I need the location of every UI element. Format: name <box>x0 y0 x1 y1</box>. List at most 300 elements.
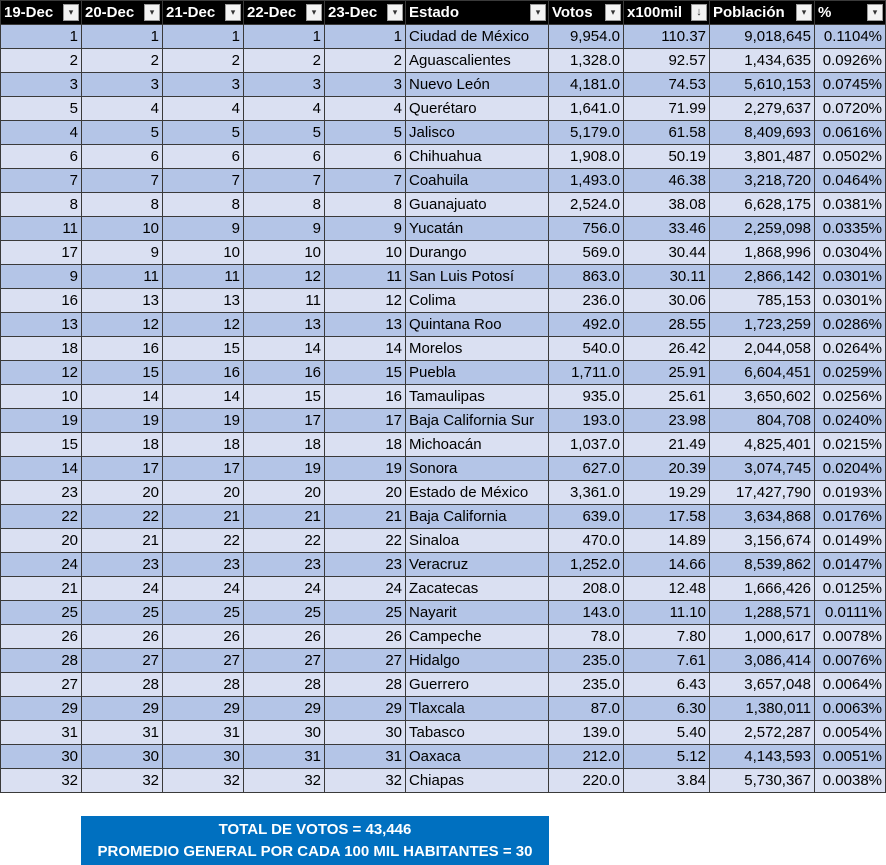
cell-estado[interactable]: Yucatán <box>406 217 549 241</box>
cell-poblacion[interactable]: 3,657,048 <box>710 673 815 697</box>
cell-x100mil[interactable]: 92.57 <box>624 49 710 73</box>
cell-rank-22-dec[interactable]: 14 <box>244 337 325 361</box>
cell-rank-20-dec[interactable]: 31 <box>82 721 163 745</box>
cell-rank-22-dec[interactable]: 13 <box>244 313 325 337</box>
cell-rank-21-dec[interactable]: 2 <box>163 49 244 73</box>
cell-rank-21-dec[interactable]: 22 <box>163 529 244 553</box>
sort-descending-icon[interactable]: ↓ <box>691 4 707 21</box>
cell-rank-21-dec[interactable]: 7 <box>163 169 244 193</box>
cell-rank-19-dec[interactable]: 5 <box>1 97 82 121</box>
cell-rank-20-dec[interactable]: 12 <box>82 313 163 337</box>
cell-rank-22-dec[interactable]: 27 <box>244 649 325 673</box>
cell-rank-20-dec[interactable]: 3 <box>82 73 163 97</box>
cell-rank-19-dec[interactable]: 22 <box>1 505 82 529</box>
cell-percent[interactable]: 0.0193% <box>815 481 886 505</box>
cell-percent[interactable]: 0.0051% <box>815 745 886 769</box>
cell-rank-19-dec[interactable]: 6 <box>1 145 82 169</box>
cell-rank-22-dec[interactable]: 26 <box>244 625 325 649</box>
cell-rank-23-dec[interactable]: 17 <box>325 409 406 433</box>
cell-percent[interactable]: 0.0745% <box>815 73 886 97</box>
cell-rank-23-dec[interactable]: 7 <box>325 169 406 193</box>
cell-poblacion[interactable]: 1,380,011 <box>710 697 815 721</box>
cell-rank-23-dec[interactable]: 30 <box>325 721 406 745</box>
cell-poblacion[interactable]: 1,723,259 <box>710 313 815 337</box>
cell-votos[interactable]: 235.0 <box>549 649 624 673</box>
cell-votos[interactable]: 492.0 <box>549 313 624 337</box>
cell-percent[interactable]: 0.0720% <box>815 97 886 121</box>
cell-votos[interactable]: 78.0 <box>549 625 624 649</box>
cell-poblacion[interactable]: 6,604,451 <box>710 361 815 385</box>
cell-votos[interactable]: 470.0 <box>549 529 624 553</box>
cell-rank-21-dec[interactable]: 15 <box>163 337 244 361</box>
cell-rank-20-dec[interactable]: 1 <box>82 25 163 49</box>
cell-votos[interactable]: 235.0 <box>549 673 624 697</box>
cell-x100mil[interactable]: 33.46 <box>624 217 710 241</box>
cell-estado[interactable]: Veracruz <box>406 553 549 577</box>
cell-rank-23-dec[interactable]: 14 <box>325 337 406 361</box>
cell-percent[interactable]: 0.0335% <box>815 217 886 241</box>
cell-estado[interactable]: Michoacán <box>406 433 549 457</box>
cell-votos[interactable]: 1,252.0 <box>549 553 624 577</box>
cell-poblacion[interactable]: 3,074,745 <box>710 457 815 481</box>
cell-poblacion[interactable]: 3,650,602 <box>710 385 815 409</box>
cell-votos[interactable]: 627.0 <box>549 457 624 481</box>
filter-dropdown-icon[interactable]: ▾ <box>796 4 812 21</box>
cell-rank-19-dec[interactable]: 25 <box>1 601 82 625</box>
cell-poblacion[interactable]: 1,000,617 <box>710 625 815 649</box>
cell-poblacion[interactable]: 8,409,693 <box>710 121 815 145</box>
cell-rank-21-dec[interactable]: 4 <box>163 97 244 121</box>
cell-rank-19-dec[interactable]: 16 <box>1 289 82 313</box>
cell-votos[interactable]: 1,641.0 <box>549 97 624 121</box>
cell-rank-22-dec[interactable]: 7 <box>244 169 325 193</box>
cell-rank-22-dec[interactable]: 10 <box>244 241 325 265</box>
cell-percent[interactable]: 0.0301% <box>815 265 886 289</box>
cell-rank-19-dec[interactable]: 17 <box>1 241 82 265</box>
cell-votos[interactable]: 212.0 <box>549 745 624 769</box>
cell-percent[interactable]: 0.0064% <box>815 673 886 697</box>
cell-rank-19-dec[interactable]: 28 <box>1 649 82 673</box>
cell-votos[interactable]: 935.0 <box>549 385 624 409</box>
cell-rank-22-dec[interactable]: 31 <box>244 745 325 769</box>
cell-rank-19-dec[interactable]: 21 <box>1 577 82 601</box>
cell-votos[interactable]: 139.0 <box>549 721 624 745</box>
cell-rank-20-dec[interactable]: 6 <box>82 145 163 169</box>
cell-x100mil[interactable]: 30.44 <box>624 241 710 265</box>
cell-x100mil[interactable]: 7.61 <box>624 649 710 673</box>
cell-votos[interactable]: 639.0 <box>549 505 624 529</box>
cell-rank-22-dec[interactable]: 6 <box>244 145 325 169</box>
cell-percent[interactable]: 0.0464% <box>815 169 886 193</box>
cell-poblacion[interactable]: 1,434,635 <box>710 49 815 73</box>
cell-rank-20-dec[interactable]: 23 <box>82 553 163 577</box>
cell-x100mil[interactable]: 25.61 <box>624 385 710 409</box>
cell-rank-19-dec[interactable]: 8 <box>1 193 82 217</box>
cell-rank-21-dec[interactable]: 18 <box>163 433 244 457</box>
cell-rank-21-dec[interactable]: 13 <box>163 289 244 313</box>
cell-poblacion[interactable]: 3,156,674 <box>710 529 815 553</box>
cell-x100mil[interactable]: 74.53 <box>624 73 710 97</box>
cell-rank-19-dec[interactable]: 30 <box>1 745 82 769</box>
cell-rank-21-dec[interactable]: 14 <box>163 385 244 409</box>
cell-rank-23-dec[interactable]: 24 <box>325 577 406 601</box>
cell-estado[interactable]: Campeche <box>406 625 549 649</box>
cell-poblacion[interactable]: 3,801,487 <box>710 145 815 169</box>
cell-x100mil[interactable]: 12.48 <box>624 577 710 601</box>
cell-rank-20-dec[interactable]: 26 <box>82 625 163 649</box>
cell-rank-19-dec[interactable]: 12 <box>1 361 82 385</box>
cell-rank-20-dec[interactable]: 25 <box>82 601 163 625</box>
cell-estado[interactable]: Zacatecas <box>406 577 549 601</box>
cell-rank-21-dec[interactable]: 5 <box>163 121 244 145</box>
cell-rank-21-dec[interactable]: 28 <box>163 673 244 697</box>
cell-rank-19-dec[interactable]: 4 <box>1 121 82 145</box>
cell-rank-20-dec[interactable]: 2 <box>82 49 163 73</box>
cell-rank-19-dec[interactable]: 29 <box>1 697 82 721</box>
cell-x100mil[interactable]: 61.58 <box>624 121 710 145</box>
cell-rank-22-dec[interactable]: 15 <box>244 385 325 409</box>
cell-percent[interactable]: 0.0125% <box>815 577 886 601</box>
cell-votos[interactable]: 236.0 <box>549 289 624 313</box>
cell-rank-22-dec[interactable]: 24 <box>244 577 325 601</box>
cell-rank-23-dec[interactable]: 9 <box>325 217 406 241</box>
cell-rank-23-dec[interactable]: 20 <box>325 481 406 505</box>
cell-rank-19-dec[interactable]: 15 <box>1 433 82 457</box>
cell-rank-20-dec[interactable]: 16 <box>82 337 163 361</box>
cell-x100mil[interactable]: 50.19 <box>624 145 710 169</box>
cell-poblacion[interactable]: 9,018,645 <box>710 25 815 49</box>
cell-x100mil[interactable]: 3.84 <box>624 769 710 793</box>
filter-dropdown-icon[interactable]: ▾ <box>530 4 546 21</box>
cell-estado[interactable]: Tamaulipas <box>406 385 549 409</box>
cell-rank-19-dec[interactable]: 13 <box>1 313 82 337</box>
cell-poblacion[interactable]: 3,634,868 <box>710 505 815 529</box>
cell-rank-21-dec[interactable]: 25 <box>163 601 244 625</box>
cell-rank-20-dec[interactable]: 11 <box>82 265 163 289</box>
cell-rank-20-dec[interactable]: 13 <box>82 289 163 313</box>
cell-rank-22-dec[interactable]: 3 <box>244 73 325 97</box>
cell-rank-23-dec[interactable]: 19 <box>325 457 406 481</box>
cell-rank-23-dec[interactable]: 27 <box>325 649 406 673</box>
cell-poblacion[interactable]: 1,666,426 <box>710 577 815 601</box>
cell-x100mil[interactable]: 5.12 <box>624 745 710 769</box>
cell-votos[interactable]: 5,179.0 <box>549 121 624 145</box>
cell-percent[interactable]: 0.0616% <box>815 121 886 145</box>
cell-rank-19-dec[interactable]: 26 <box>1 625 82 649</box>
cell-rank-23-dec[interactable]: 3 <box>325 73 406 97</box>
cell-poblacion[interactable]: 5,730,367 <box>710 769 815 793</box>
cell-rank-22-dec[interactable]: 21 <box>244 505 325 529</box>
cell-percent[interactable]: 0.0147% <box>815 553 886 577</box>
cell-rank-22-dec[interactable]: 5 <box>244 121 325 145</box>
cell-votos[interactable]: 1,908.0 <box>549 145 624 169</box>
cell-rank-22-dec[interactable]: 20 <box>244 481 325 505</box>
filter-dropdown-icon[interactable]: ▾ <box>605 4 621 21</box>
cell-rank-22-dec[interactable]: 18 <box>244 433 325 457</box>
cell-estado[interactable]: Sinaloa <box>406 529 549 553</box>
cell-rank-21-dec[interactable]: 8 <box>163 193 244 217</box>
cell-rank-19-dec[interactable]: 31 <box>1 721 82 745</box>
cell-rank-23-dec[interactable]: 1 <box>325 25 406 49</box>
cell-poblacion[interactable]: 4,825,401 <box>710 433 815 457</box>
cell-rank-19-dec[interactable]: 3 <box>1 73 82 97</box>
cell-estado[interactable]: Tabasco <box>406 721 549 745</box>
cell-rank-22-dec[interactable]: 30 <box>244 721 325 745</box>
cell-x100mil[interactable]: 14.89 <box>624 529 710 553</box>
cell-poblacion[interactable]: 8,539,862 <box>710 553 815 577</box>
filter-dropdown-icon[interactable]: ▾ <box>63 4 79 21</box>
cell-rank-19-dec[interactable]: 19 <box>1 409 82 433</box>
cell-rank-23-dec[interactable]: 13 <box>325 313 406 337</box>
cell-x100mil[interactable]: 25.91 <box>624 361 710 385</box>
cell-percent[interactable]: 0.0204% <box>815 457 886 481</box>
cell-estado[interactable]: Colima <box>406 289 549 313</box>
cell-percent[interactable]: 0.0240% <box>815 409 886 433</box>
cell-rank-23-dec[interactable]: 22 <box>325 529 406 553</box>
cell-rank-22-dec[interactable]: 12 <box>244 265 325 289</box>
cell-rank-22-dec[interactable]: 29 <box>244 697 325 721</box>
cell-rank-19-dec[interactable]: 10 <box>1 385 82 409</box>
cell-rank-19-dec[interactable]: 1 <box>1 25 82 49</box>
cell-estado[interactable]: San Luis Potosí <box>406 265 549 289</box>
cell-percent[interactable]: 0.0111% <box>815 601 886 625</box>
cell-votos[interactable]: 3,361.0 <box>549 481 624 505</box>
cell-estado[interactable]: Ciudad de México <box>406 25 549 49</box>
cell-votos[interactable]: 220.0 <box>549 769 624 793</box>
cell-rank-20-dec[interactable]: 20 <box>82 481 163 505</box>
cell-rank-21-dec[interactable]: 12 <box>163 313 244 337</box>
cell-percent[interactable]: 0.0078% <box>815 625 886 649</box>
filter-dropdown-icon[interactable]: ▾ <box>306 4 322 21</box>
cell-rank-22-dec[interactable]: 16 <box>244 361 325 385</box>
cell-estado[interactable]: Baja California <box>406 505 549 529</box>
cell-x100mil[interactable]: 6.43 <box>624 673 710 697</box>
cell-estado[interactable]: Baja California Sur <box>406 409 549 433</box>
cell-estado[interactable]: Estado de México <box>406 481 549 505</box>
cell-x100mil[interactable]: 28.55 <box>624 313 710 337</box>
cell-poblacion[interactable]: 2,044,058 <box>710 337 815 361</box>
cell-poblacion[interactable]: 1,288,571 <box>710 601 815 625</box>
cell-votos[interactable]: 540.0 <box>549 337 624 361</box>
cell-rank-21-dec[interactable]: 21 <box>163 505 244 529</box>
cell-rank-19-dec[interactable]: 24 <box>1 553 82 577</box>
cell-rank-21-dec[interactable]: 26 <box>163 625 244 649</box>
cell-rank-20-dec[interactable]: 29 <box>82 697 163 721</box>
cell-poblacion[interactable]: 785,153 <box>710 289 815 313</box>
cell-rank-22-dec[interactable]: 23 <box>244 553 325 577</box>
cell-percent[interactable]: 0.0076% <box>815 649 886 673</box>
cell-percent[interactable]: 0.0926% <box>815 49 886 73</box>
cell-rank-21-dec[interactable]: 9 <box>163 217 244 241</box>
cell-poblacion[interactable]: 2,572,287 <box>710 721 815 745</box>
cell-rank-20-dec[interactable]: 19 <box>82 409 163 433</box>
cell-votos[interactable]: 569.0 <box>549 241 624 265</box>
filter-dropdown-icon[interactable]: ▾ <box>144 4 160 21</box>
cell-poblacion[interactable]: 1,868,996 <box>710 241 815 265</box>
cell-votos[interactable]: 193.0 <box>549 409 624 433</box>
cell-rank-21-dec[interactable]: 17 <box>163 457 244 481</box>
cell-rank-20-dec[interactable]: 9 <box>82 241 163 265</box>
cell-rank-21-dec[interactable]: 30 <box>163 745 244 769</box>
cell-votos[interactable]: 1,711.0 <box>549 361 624 385</box>
cell-x100mil[interactable]: 38.08 <box>624 193 710 217</box>
cell-poblacion[interactable]: 3,086,414 <box>710 649 815 673</box>
cell-rank-20-dec[interactable]: 17 <box>82 457 163 481</box>
cell-estado[interactable]: Chiapas <box>406 769 549 793</box>
cell-poblacion[interactable]: 6,628,175 <box>710 193 815 217</box>
cell-rank-21-dec[interactable]: 3 <box>163 73 244 97</box>
cell-x100mil[interactable]: 14.66 <box>624 553 710 577</box>
cell-rank-21-dec[interactable]: 6 <box>163 145 244 169</box>
cell-percent[interactable]: 0.0176% <box>815 505 886 529</box>
cell-rank-20-dec[interactable]: 18 <box>82 433 163 457</box>
cell-rank-19-dec[interactable]: 23 <box>1 481 82 505</box>
cell-rank-20-dec[interactable]: 28 <box>82 673 163 697</box>
cell-x100mil[interactable]: 110.37 <box>624 25 710 49</box>
cell-rank-23-dec[interactable]: 23 <box>325 553 406 577</box>
cell-poblacion[interactable]: 4,143,593 <box>710 745 815 769</box>
cell-rank-23-dec[interactable]: 25 <box>325 601 406 625</box>
cell-percent[interactable]: 0.0038% <box>815 769 886 793</box>
cell-rank-19-dec[interactable]: 9 <box>1 265 82 289</box>
cell-rank-23-dec[interactable]: 28 <box>325 673 406 697</box>
cell-rank-21-dec[interactable]: 20 <box>163 481 244 505</box>
cell-rank-23-dec[interactable]: 21 <box>325 505 406 529</box>
cell-rank-20-dec[interactable]: 8 <box>82 193 163 217</box>
cell-rank-21-dec[interactable]: 16 <box>163 361 244 385</box>
cell-rank-22-dec[interactable]: 25 <box>244 601 325 625</box>
cell-rank-23-dec[interactable]: 2 <box>325 49 406 73</box>
cell-rank-22-dec[interactable]: 22 <box>244 529 325 553</box>
cell-rank-22-dec[interactable]: 32 <box>244 769 325 793</box>
cell-percent[interactable]: 0.0054% <box>815 721 886 745</box>
cell-poblacion[interactable]: 5,610,153 <box>710 73 815 97</box>
cell-estado[interactable]: Sonora <box>406 457 549 481</box>
cell-rank-23-dec[interactable]: 12 <box>325 289 406 313</box>
cell-rank-22-dec[interactable]: 9 <box>244 217 325 241</box>
cell-estado[interactable]: Durango <box>406 241 549 265</box>
cell-rank-22-dec[interactable]: 2 <box>244 49 325 73</box>
cell-rank-23-dec[interactable]: 32 <box>325 769 406 793</box>
cell-rank-20-dec[interactable]: 15 <box>82 361 163 385</box>
cell-x100mil[interactable]: 7.80 <box>624 625 710 649</box>
cell-x100mil[interactable]: 71.99 <box>624 97 710 121</box>
cell-percent[interactable]: 0.0063% <box>815 697 886 721</box>
cell-estado[interactable]: Aguascalientes <box>406 49 549 73</box>
cell-estado[interactable]: Morelos <box>406 337 549 361</box>
cell-votos[interactable]: 87.0 <box>549 697 624 721</box>
cell-poblacion[interactable]: 2,279,637 <box>710 97 815 121</box>
cell-estado[interactable]: Coahuila <box>406 169 549 193</box>
cell-rank-19-dec[interactable]: 32 <box>1 769 82 793</box>
cell-rank-23-dec[interactable]: 16 <box>325 385 406 409</box>
cell-percent[interactable]: 0.1104% <box>815 25 886 49</box>
cell-rank-20-dec[interactable]: 21 <box>82 529 163 553</box>
cell-estado[interactable]: Quintana Roo <box>406 313 549 337</box>
cell-x100mil[interactable]: 11.10 <box>624 601 710 625</box>
cell-estado[interactable]: Jalisco <box>406 121 549 145</box>
cell-estado[interactable]: Tlaxcala <box>406 697 549 721</box>
cell-rank-23-dec[interactable]: 11 <box>325 265 406 289</box>
cell-percent[interactable]: 0.0301% <box>815 289 886 313</box>
cell-rank-23-dec[interactable]: 29 <box>325 697 406 721</box>
cell-estado[interactable]: Oaxaca <box>406 745 549 769</box>
cell-x100mil[interactable]: 20.39 <box>624 457 710 481</box>
cell-poblacion[interactable]: 17,427,790 <box>710 481 815 505</box>
cell-x100mil[interactable]: 30.06 <box>624 289 710 313</box>
cell-rank-19-dec[interactable]: 27 <box>1 673 82 697</box>
cell-rank-22-dec[interactable]: 11 <box>244 289 325 313</box>
cell-rank-23-dec[interactable]: 6 <box>325 145 406 169</box>
cell-x100mil[interactable]: 46.38 <box>624 169 710 193</box>
cell-rank-21-dec[interactable]: 29 <box>163 697 244 721</box>
cell-rank-22-dec[interactable]: 1 <box>244 25 325 49</box>
cell-x100mil[interactable]: 26.42 <box>624 337 710 361</box>
cell-estado[interactable]: Guanajuato <box>406 193 549 217</box>
cell-rank-20-dec[interactable]: 14 <box>82 385 163 409</box>
cell-rank-20-dec[interactable]: 7 <box>82 169 163 193</box>
filter-dropdown-icon[interactable]: ▾ <box>387 4 403 21</box>
cell-estado[interactable]: Nayarit <box>406 601 549 625</box>
cell-estado[interactable]: Hidalgo <box>406 649 549 673</box>
cell-rank-22-dec[interactable]: 19 <box>244 457 325 481</box>
cell-rank-20-dec[interactable]: 27 <box>82 649 163 673</box>
cell-percent[interactable]: 0.0259% <box>815 361 886 385</box>
cell-rank-21-dec[interactable]: 27 <box>163 649 244 673</box>
cell-x100mil[interactable]: 23.98 <box>624 409 710 433</box>
cell-poblacion[interactable]: 3,218,720 <box>710 169 815 193</box>
cell-rank-22-dec[interactable]: 17 <box>244 409 325 433</box>
cell-poblacion[interactable]: 2,259,098 <box>710 217 815 241</box>
cell-votos[interactable]: 2,524.0 <box>549 193 624 217</box>
cell-rank-21-dec[interactable]: 24 <box>163 577 244 601</box>
cell-votos[interactable]: 9,954.0 <box>549 25 624 49</box>
cell-rank-21-dec[interactable]: 32 <box>163 769 244 793</box>
cell-estado[interactable]: Nuevo León <box>406 73 549 97</box>
cell-rank-23-dec[interactable]: 8 <box>325 193 406 217</box>
cell-x100mil[interactable]: 21.49 <box>624 433 710 457</box>
cell-percent[interactable]: 0.0215% <box>815 433 886 457</box>
cell-rank-21-dec[interactable]: 31 <box>163 721 244 745</box>
cell-votos[interactable]: 208.0 <box>549 577 624 601</box>
cell-rank-20-dec[interactable]: 22 <box>82 505 163 529</box>
cell-rank-21-dec[interactable]: 19 <box>163 409 244 433</box>
cell-percent[interactable]: 0.0256% <box>815 385 886 409</box>
cell-x100mil[interactable]: 30.11 <box>624 265 710 289</box>
cell-percent[interactable]: 0.0149% <box>815 529 886 553</box>
cell-rank-20-dec[interactable]: 4 <box>82 97 163 121</box>
cell-votos[interactable]: 4,181.0 <box>549 73 624 97</box>
cell-rank-20-dec[interactable]: 5 <box>82 121 163 145</box>
cell-rank-19-dec[interactable]: 20 <box>1 529 82 553</box>
cell-votos[interactable]: 143.0 <box>549 601 624 625</box>
cell-rank-23-dec[interactable]: 31 <box>325 745 406 769</box>
filter-dropdown-icon[interactable]: ▾ <box>867 4 883 21</box>
cell-rank-22-dec[interactable]: 8 <box>244 193 325 217</box>
filter-dropdown-icon[interactable]: ▾ <box>225 4 241 21</box>
cell-rank-23-dec[interactable]: 10 <box>325 241 406 265</box>
cell-rank-20-dec[interactable]: 30 <box>82 745 163 769</box>
cell-percent[interactable]: 0.0264% <box>815 337 886 361</box>
cell-votos[interactable]: 1,493.0 <box>549 169 624 193</box>
cell-poblacion[interactable]: 2,866,142 <box>710 265 815 289</box>
cell-estado[interactable]: Querétaro <box>406 97 549 121</box>
cell-rank-23-dec[interactable]: 26 <box>325 625 406 649</box>
cell-estado[interactable]: Puebla <box>406 361 549 385</box>
cell-votos[interactable]: 863.0 <box>549 265 624 289</box>
cell-rank-19-dec[interactable]: 18 <box>1 337 82 361</box>
cell-rank-21-dec[interactable]: 10 <box>163 241 244 265</box>
